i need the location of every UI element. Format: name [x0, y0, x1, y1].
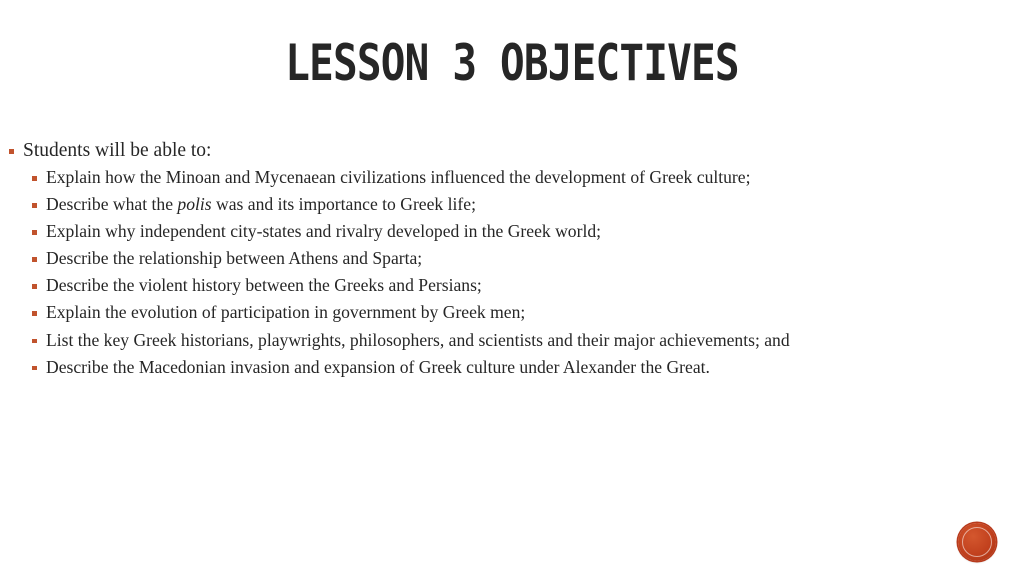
objective-item — [8, 327, 1008, 354]
objective-item — [8, 272, 1008, 299]
objective-item — [8, 299, 1008, 326]
intro-text: Students will be able to: — [23, 140, 212, 161]
objective-item — [8, 245, 1008, 272]
objective-text-pre: Describe what the — [46, 194, 178, 215]
objective-item — [8, 191, 1008, 218]
objective-item — [8, 354, 1008, 381]
objective-text: Describe the Macedonian invasion and expansion of Greek culture under Alexander the Great. — [46, 356, 710, 377]
square-bullet-icon — [32, 176, 37, 181]
intro-item — [8, 138, 1008, 164]
objective-item — [8, 164, 1008, 191]
objective-text: Describe the violent history between the Greeks and Persians; — [46, 275, 482, 296]
slide-title: LESSON 3 OBJECTIVES — [285, 34, 739, 92]
square-bullet-icon — [32, 366, 37, 371]
square-bullet-icon — [32, 339, 37, 344]
square-bullet-icon — [32, 284, 37, 289]
navigation-button-ring — [962, 527, 992, 557]
square-bullet-icon — [32, 311, 37, 316]
square-bullet-icon — [32, 257, 37, 262]
slide-body — [8, 138, 1008, 381]
objective-text: Explain how the Minoan and Mycenaean civilizations influenced the development of Greek culture; — [46, 167, 751, 187]
square-bullet-icon — [32, 230, 37, 235]
navigation-button-icon[interactable] — [958, 523, 996, 561]
objective-text: Explain why independent city-states and rivalry developed in the Greek world; — [46, 221, 602, 242]
objective-text: List the key Greek historians, playwrights, philosophers, and scientists and their major achievements; and — [46, 329, 790, 350]
objective-text-emphasis: polis — [177, 194, 212, 215]
square-bullet-icon — [32, 203, 37, 208]
objective-item — [8, 218, 1008, 245]
objective-text: Describe the relationship between Athens and Sparta; — [46, 248, 423, 269]
square-bullet-icon — [9, 149, 14, 154]
objectives-list — [8, 164, 1008, 381]
objective-text-post: was and its importance to Greek life; — [211, 194, 476, 215]
objective-text: Explain the evolution of participation in government by Greek men; — [46, 302, 526, 323]
